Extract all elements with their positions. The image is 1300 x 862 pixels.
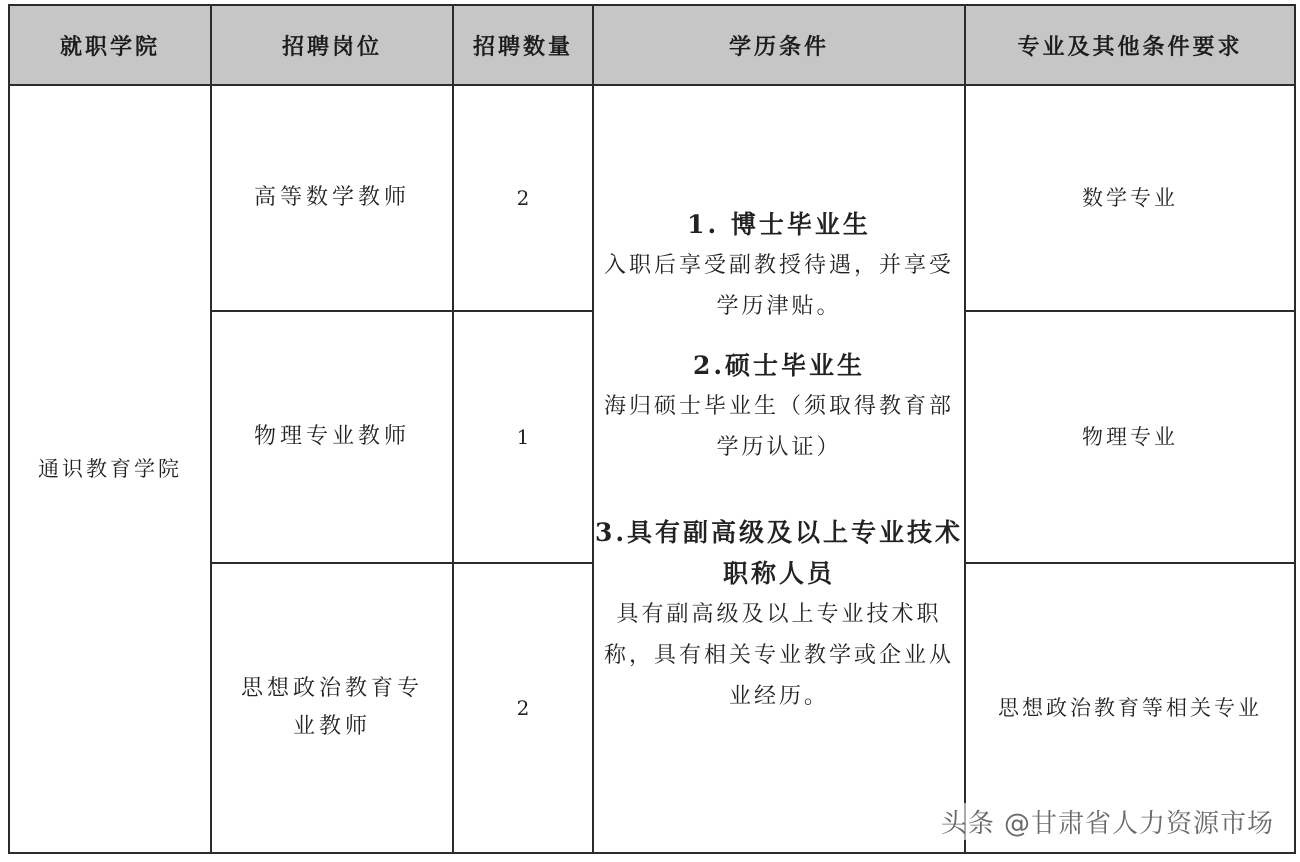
college-cell: 通识教育学院: [9, 85, 211, 853]
education-text: 入职后享受副教授待遇，并享受学历津贴。: [603, 252, 954, 319]
education-item-master: [594, 345, 964, 468]
position-cell: 物理专业教师: [211, 311, 453, 563]
position-cell: 高等数学教师: [211, 85, 453, 311]
count-cell: 1: [453, 311, 593, 563]
header-major: 专业及其他条件要求: [965, 5, 1295, 85]
education-item-senior-title: [594, 512, 964, 717]
education-item-phd: [594, 204, 964, 327]
major-cell: 数学专业: [965, 85, 1295, 311]
header-college: 就职学院: [9, 5, 211, 85]
major-cell: 物理专业: [965, 311, 1295, 563]
recruitment-table: [8, 4, 1296, 854]
header-position: 招聘岗位: [211, 5, 453, 85]
education-heading: 1. 博士毕业生: [687, 209, 871, 239]
watermark-text: 头条 @甘肃省人力资源市场: [941, 803, 1274, 840]
education-text: 具有副高级及以上专业技术职称，具有相关专业教学或企业从业经历。: [603, 601, 954, 709]
count-cell: 2: [453, 85, 593, 311]
table-row: [9, 85, 1295, 311]
major-cell: 思想政治教育等相关专业: [965, 563, 1295, 853]
table-header-row: [9, 5, 1295, 85]
education-heading: 3.具有副高级及以上专业技术职称人员: [594, 517, 964, 588]
header-education: 学历条件: [593, 5, 965, 85]
count-cell: 2: [453, 563, 593, 853]
education-cell: [593, 85, 965, 853]
education-text: 海归硕士毕业生（须取得教育部学历认证）: [603, 393, 954, 460]
position-cell: 思想政治教育专业教师: [211, 563, 453, 853]
education-heading: 2.硕士毕业生: [692, 350, 866, 380]
header-count: 招聘数量: [453, 5, 593, 85]
